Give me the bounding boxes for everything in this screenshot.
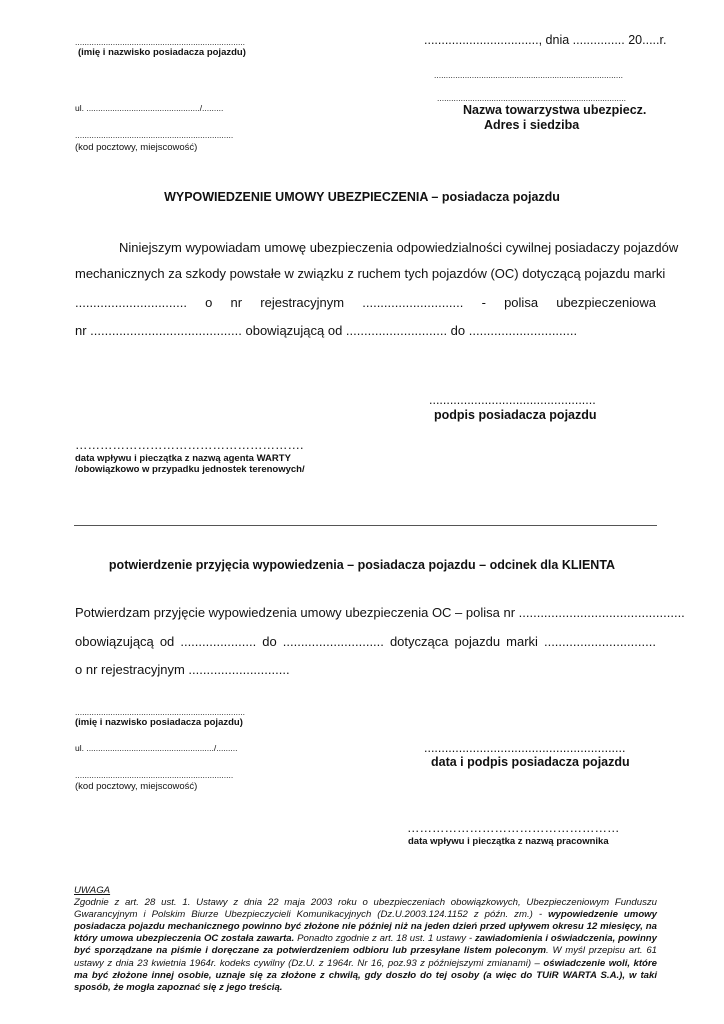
note-text-part: Zgodnie z art. 28 ust. 1. Ustawy z dnia 22 maja 2003 roku o ubezpieczeniach obowiązkowych, Ubezpieczeniowym Funduszu Gwarancyjnym i Polskim Biurze Ubezpieczycieli Komunikacyjnych (Dz.U.2003.124.1152 z późn. zm.) - — [74, 897, 657, 921]
word: nr — [230, 295, 243, 310]
client-name-label: (imię i nazwisko posiadacza pojazdu) — [75, 717, 243, 728]
employee-stamp-label: data wpływu i pieczątka z nazwą pracownika — [408, 836, 609, 847]
word: do — [262, 634, 277, 649]
body-line-2: mechanicznych za szkody powstałe w związku z ruchem tych pojazdów (OC) dotyczącą pojazdu marki — [75, 266, 666, 281]
word: dotycząca — [389, 634, 449, 649]
note-bold-part: oświadczenie woli, które ma być złożone innej osobie, uznaje się za złożone z chwilą, gdy doszło do tej osoby (a więc do TUiR WARTA S.A.), w taki sposób, że mogła zapoznać się z jego treścią. — [74, 957, 657, 993]
cut-line-divider — [74, 525, 657, 526]
client-street-line: ul. ....................................................../......... — [75, 743, 238, 753]
signature-dots: ................................................ — [429, 393, 596, 407]
vehicle-make-dots: ............................... — [75, 295, 187, 310]
client-signature-dots: .......................................................... — [424, 741, 626, 755]
note-bold-part: zawiadomienia i oświadczenia, powinny być sporządzane na piśmie i doręczane za potwierdzeniem odbioru lub przesyłane listem poleconym — [74, 933, 657, 957]
word: polisa — [504, 295, 539, 310]
insurer-name-label: Nazwa towarzystwa ubezpiecz. — [463, 103, 647, 117]
word: rejestracyjnym — [260, 295, 345, 310]
word: o — [205, 295, 213, 310]
date-from-dots: ..................... — [180, 634, 257, 649]
client-name-dots: ........................................................................ — [75, 707, 246, 717]
client-section-title: potwierdzenie przyjęcia wypowiedzenia – posiadacza pojazdu – odcinek dla KLIENTA — [108, 558, 616, 572]
client-line-1: Potwierdzam przyjęcie wypowiedzenia umowy ubezpieczenia OC – polisa nr .............................................. — [75, 605, 685, 620]
client-postal-dots: ................................................................... — [75, 770, 234, 780]
sender-postal-label: (kod pocztowy, miejscowość) — [75, 142, 198, 153]
agent-stamp-label: data wpływu i pieczątka z nazwą agenta WARTY — [75, 453, 291, 464]
employee-stamp-dots: …………………………………………… — [407, 821, 620, 835]
word: ubezpieczeniowa — [556, 295, 656, 310]
sender-name-dots: ........................................................................ — [75, 37, 246, 47]
agent-stamp-note: /obowiązkowo w przypadku jednostek terenowych/ — [75, 464, 305, 475]
signature-label: podpis posiadacza pojazdu — [434, 408, 597, 422]
word: pojazdu — [454, 634, 501, 649]
word: od — [159, 634, 175, 649]
note-text-part: . W myśl przepisu art. 61 ustawy z dnia 23 kwietnia 1964r. kodeks cywilny (Dz.U. z 1964r. Nr 16, poz.93 z późniejszymi zmianami) – — [74, 945, 658, 969]
document-title: WYPOWIEDZENIE UMOWY UBEZPIECZENIA – posiadacza pojazdu — [164, 190, 560, 204]
registration-dots: ............................ — [362, 295, 464, 310]
insurer-dots-1: ................................................................................ — [434, 70, 623, 80]
client-signature-label: data i podpis posiadacza pojazdu — [431, 755, 630, 769]
insurer-address-label: Adres i siedziba — [484, 118, 580, 132]
body-line-4: nr .......................................... obowiązującą od ............................ do .............................. — [75, 323, 578, 338]
client-postal-label: (kod pocztowy, miejscowość) — [75, 781, 198, 792]
body-line-3 — [75, 295, 656, 310]
body-line-1: Niniejszym wypowiadam umowę ubezpieczenia odpowiedzialności cywilnej posiadaczy pojazdów — [119, 240, 679, 255]
client-line-3: o nr rejestracyjnym ............................ — [75, 662, 290, 677]
note-text-part: Ponadto zgodnie z art. 18 ust. 1 ustawy - — [294, 933, 475, 945]
place-date-line: ................................., dnia ............... 20.....r. — [424, 33, 667, 47]
insurer-dots-2: ................................................................................ — [437, 93, 626, 103]
note-heading: UWAGA — [74, 885, 111, 896]
word: - — [481, 295, 486, 310]
sender-street-line: ul. ................................................/......... — [75, 103, 224, 113]
sender-postal-dots: ................................................................... — [75, 130, 234, 140]
date-to-dots: ............................ — [282, 634, 384, 649]
agent-stamp-dots: ………………………………………………. — [75, 438, 304, 452]
legal-note — [74, 885, 657, 994]
word: obowiązującą — [75, 634, 154, 649]
sender-name-label: (imię i nazwisko posiadacza pojazdu) — [78, 47, 246, 58]
note-bold-part: wypowiedzenie umowy posiadacza pojazdu mechanicznego powinno być złożone nie później niż na jeden dzień przed upływem okresu 12 miesięcy, na który umowa ubezpieczenia OC została zawarta. — [74, 909, 657, 945]
client-line-2 — [75, 634, 656, 649]
note-text — [74, 897, 657, 994]
word: marki — [506, 634, 538, 649]
vehicle-make-dots: ............................... — [543, 634, 656, 649]
